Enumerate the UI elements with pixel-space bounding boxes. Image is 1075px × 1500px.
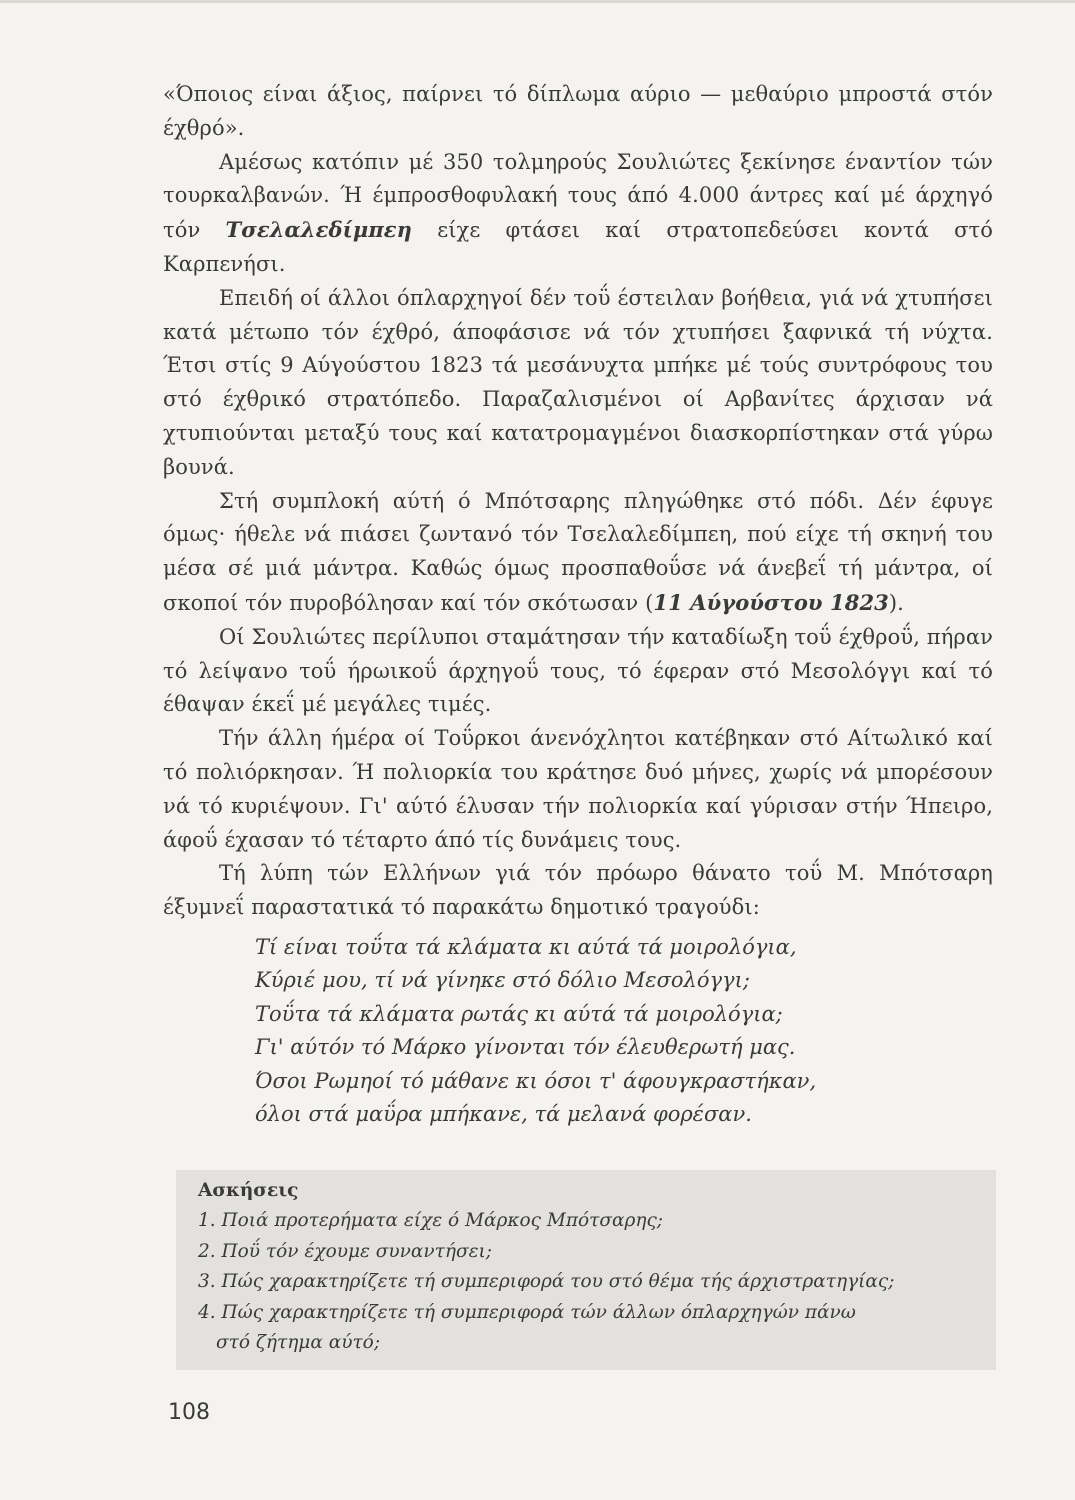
paragraph-4 (163, 485, 993, 621)
exercise-item: 1. Ποιά προτερήματα είχε ό Μάρκος Μπότσαρης; (198, 1210, 664, 1231)
poem-line: Κύριέ μου, τί νά γίνηκε στό δόλιο Μεσολόγγι; (255, 968, 750, 993)
exercise-item: 4. Πώς χαρακτηρίζετε τή συμπεριφορά τών άλλων όπλαρχηγών πάνω (198, 1301, 856, 1323)
exercise-item: 2. Ποΰ τόν έχουμε συναντήσει; (198, 1240, 493, 1262)
poem-line: Γι' αύτόν τό Μάρκο γίνονται τόν έλευθερωτή μας. (255, 1035, 796, 1060)
poem-line: όλοι στά μαΰρα μπήκανε, τά μελανά φορέσαν. (255, 1102, 752, 1127)
poem-line: Τί είναι τοΰτα τά κλάματα κι αύτά τά μοιρολόγια, (255, 934, 797, 959)
commander-name: Τσελαλεδίμπεη (225, 217, 413, 243)
paragraph-4-text: Στή συμπλοκή αύτή ό Μπότσαρης πληγώθηκε στό πόδι. Δέν έφυγε όμως· ήθελε νά πιάσει ζωντανό τόν Τσελαλεδίμπεη, πού είχε τή σκηνή του μέσα σέ μιά μάντρα. Καθώς όμως προσπαθοΰσε νά άνεβεΐ τή μάντρα, οί σκοποί τόν πυροβόλησαν καί τόν σκότωσαν ( (163, 488, 993, 615)
page-number: 108 (168, 1400, 210, 1425)
poem-line: Τοΰτα τά κλάματα ρωτάς κι αύτά τά μοιρολόγια; (255, 1001, 783, 1026)
exercises-box (176, 1170, 996, 1370)
death-date: 11 Αύγούστου 1823 (653, 589, 889, 615)
exercise-item-continuation: στό ζήτημα αύτό; (216, 1332, 381, 1353)
paragraph-2-tail: είχε φτάσει καί στρατοπεδεύσει κοντά στό Καρπενήσι. (163, 218, 993, 276)
paragraph-2-text: Αμέσως κατόπιν μέ 350 τολμηρούς Σουλιώτες ξεκίνησε έναντίον τών τουρκαλβανών. Ή έμπροσθοφυλακή τους άπό 4.000 άντρες καί μέ άρχηγό τόν (163, 149, 993, 243)
poem-line: Όσοι Ρωμηοί τό μάθανε κι όσοι τ' άφουγκραστήκαν, (255, 1068, 817, 1093)
main-text (163, 78, 993, 1132)
paragraph-2 (163, 146, 993, 282)
exercises-title: Ασκήσεις (198, 1180, 299, 1201)
paragraph-3: Επειδή οί άλλοι όπλαρχηγοί δέν τοΰ έστειλαν βοήθεια, γιά νά χτυπήσει κατά μέτωπο τόν έχθρό, άποφάσισε νά τόν χτυπήσει ξαφνικά τή νύχτα. Έτσι στίς 9 Αύγούστου 1823 τά μεσάνυχτα μπήκε μέ τούς συντρόφους του στό έχθρικό στρατόπεδο. Παραζαλισμένοι οί Αρβανίτες άρχισαν νά χτυπιούνται μεταξύ τους καί κατατρομαγμένοι διασκορπίστηκαν στά γύρω βουνά. (163, 285, 993, 479)
paragraph-5: Οί Σουλιώτες περίλυποι σταμάτησαν τήν καταδίωξη τοΰ έχθροΰ, πήραν τό λείψανο τοΰ ήρωικοΰ άρχηγοΰ τους, τό έφεραν στό Μεσολόγγι καί τό έθαψαν έκεΐ μέ μεγάλες τιμές. (163, 624, 993, 717)
paragraph-4-tail: ). (888, 590, 904, 615)
paragraph-1: «Όποιος είναι άξιος, παίρνει τό δίπλωμα αύριο — μεθαύριο μπροστά στόν έχθρό». (163, 82, 993, 140)
folk-song (163, 931, 993, 1132)
exercise-item: 3. Πώς χαρακτηρίζετε τή συμπεριφορά του στό θέμα τής άρχιστρατηγίας; (198, 1271, 895, 1292)
paragraph-7: Τή λύπη τών Ελλήνων γιά τόν πρόωρο θάνατο τοΰ Μ. Μπότσαρη έξυμνεΐ παραστατικά τό παρακάτω δημοτικό τραγούδι: (163, 861, 993, 920)
page-top-edge (0, 0, 1075, 3)
paragraph-6: Τήν άλλη ήμέρα οί Τοΰρκοι άνενόχλητοι κατέβηκαν στό Αίτωλικό καί τό πολιόρκησαν. Ή πολιορκία του κράτησε δυό μήνες, χωρίς νά μπορέσουν νά τό κυριέψουν. Γι' αύτό έλυσαν τήν πολιορκία καί γύρισαν στήν Ήπειρο, άφοΰ έχασαν τό τέταρτο άπό τίς δυνάμεις τους. (163, 726, 993, 852)
